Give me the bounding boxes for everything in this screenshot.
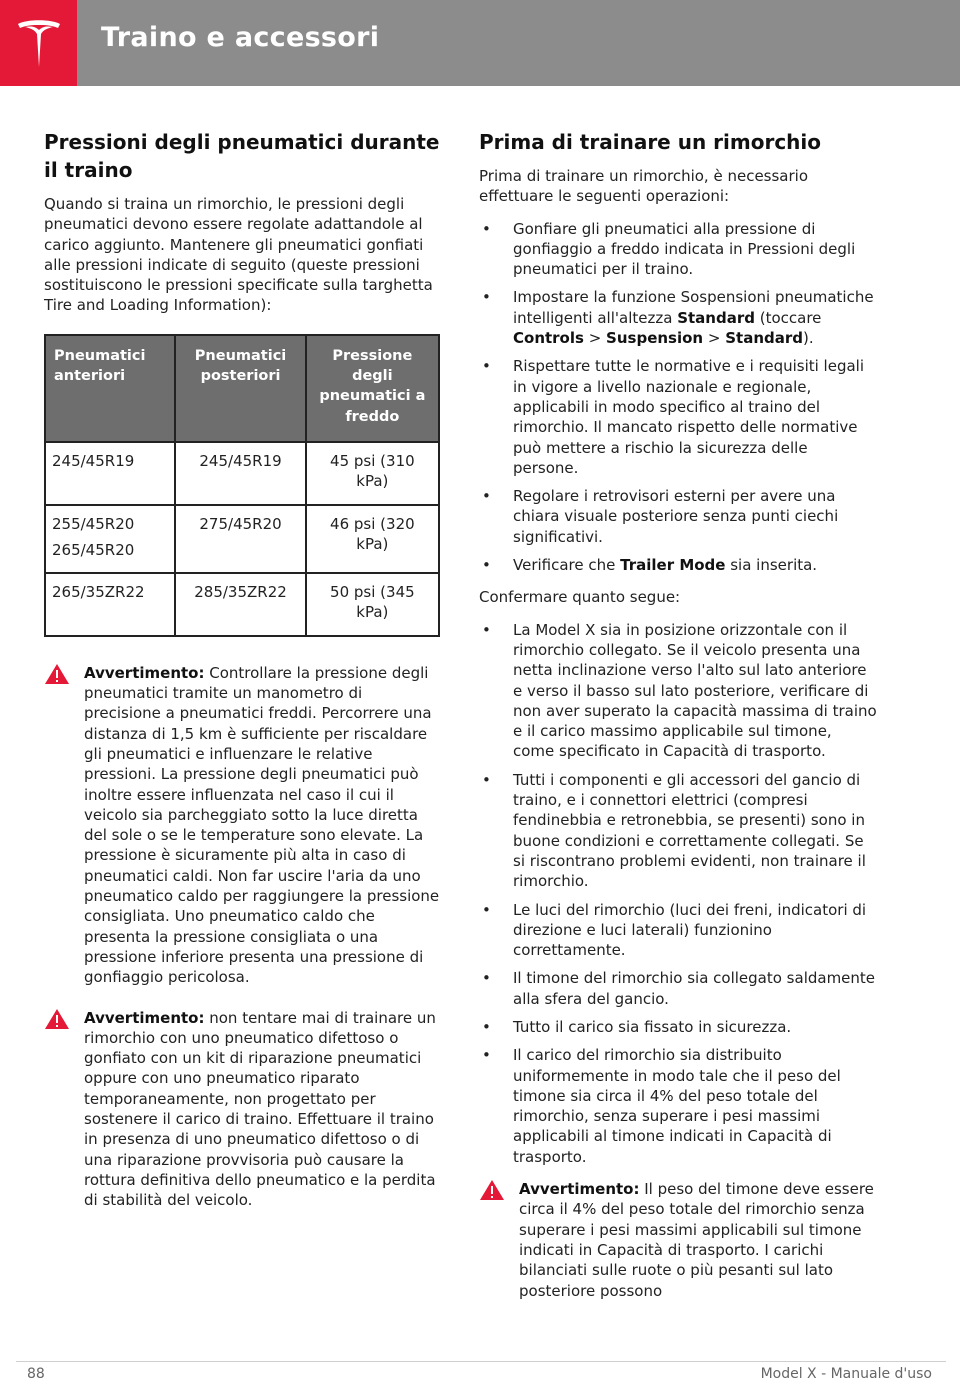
list-item: • La Model X sia in posizione orizzontale con il rimorchio collegato. Se il veicolo presenta una netta inclinazione verso l'alto sul lato anteriore e verso il basso sul lato posteriore, verificare di non aver superato la capacità massima di traino e il carico massimo applicabile sul timone, come specificato in Capacità di trasporto. [482,620,877,761]
tire-pressure-heading: Pressioni degli pneumatici durante il traino [44,130,440,182]
list-item: • Il carico del rimorchio sia distribuito uniformemente in modo tale che il peso del timone sia circa il 4% del peso totale del rimorchio, senza superare i pesi massimi applicabili al timone indicati in Capacità di trasporto. [482,1046,841,1166]
warning-block [479,1179,877,1301]
column-header-pressure: Pressione degli pneumatici a freddo [306,335,439,442]
tire-pressure-table [44,334,440,637]
warning-text: non tentare mai di trainare un rimorchio con uno pneumatico difettoso o gonfiato con un kit di riparazione pneumatici oppure con uno pneumatico riparato temporaneamente, non progettato per sostenere il carico di traino. Effettuare il traino in presenza di uno pneumatico difettoso o di una riparazione provvisoria può causare la rottura definitiva dello pneumatico e la perdita di stabilità del veicolo. [84,1008,436,1210]
warning-label: Avvertimento: [519,1180,640,1199]
table-row [45,505,439,574]
cell-cold-pressure: 45 psi (310 kPa) [306,442,439,505]
cell-front-tire-option: 255/45R20 [52,514,135,533]
cell-rear-tire: 285/35ZR22 [175,573,305,636]
warning-label: Avvertimento: [84,1008,205,1027]
list-item: • Le luci del rimorchio (luci dei freni, indicatori di direzione e luci laterali) funzionino correttamente. [482,900,867,960]
page-number: 88 [27,1366,45,1382]
cell-front-tire: 265/35ZR22 [45,573,175,636]
warning-text: Controllare la pressione degli pneumatici tramite un manometro di precisione a pneumatici freddi. Percorrere una distanza di 1,5 km è sufficiente per riscaldare gli pneumatici e influenzare le relative pressioni. La pressione degli pneumatici può inoltre essere influenzata nel caso il cui il veicolo sia parcheggiato sotto la luce diretta del sole o se le temperature sono elevate. La pressione è sicuramente più alta in caso di pneumatici caldi. Non far uscire l'aria da uno pneumatico caldo per raggiungere la pressione consigliata. Uno pneumatico caldo che presenta la pressione consigliata o una pressione inferiore presenta una pressione di gonfiaggio pericolosa. [84,663,440,987]
list-item: • Impostare la funzione Sospensioni pneumatiche intelligenti all'altezza Standard (toccare Controls > Suspension > Standard). [482,288,874,348]
section-title: Traino e accessori [101,22,380,53]
confirm-intro: Confermare quanto segue: [479,588,681,607]
before-towing-intro: Prima di trainare un rimorchio, è necessario effettuare le seguenti operazioni: [479,167,809,206]
preparation-list [479,219,877,576]
cell-front-tire [45,505,175,574]
column-header-rear: Pneumatici posteriori [175,335,305,442]
warning-label: Avvertimento: [84,663,205,682]
table-row [45,442,439,505]
table-header-row [45,335,439,442]
before-towing-heading: Prima di trainare un rimorchio [479,130,822,154]
list-item: • Rispettare tutte le normative e i requisiti legali in vigore a livello nazionale e regionale, applicabili in modo specifico al traino del rimorchio. Il mancato rispetto delle normative può mettere a rischio la sicurezza delle persone. [482,357,865,477]
warning-block [44,1008,440,1211]
list-item: • Regolare i retrovisori esterni per avere una chiara visuale posteriore senza punti ciechi significativi. [482,487,839,546]
warning-block [44,663,440,988]
footer-divider [16,1361,946,1362]
column-header-front: Pneumatici anteriori [45,335,175,442]
confirmation-list [479,620,877,1167]
warning-triangle-icon [44,663,70,685]
cell-front-tire: 245/45R19 [45,442,175,505]
list-item: • Verificare che Trailer Mode sia inserita. [482,556,818,575]
cell-front-tire-option: 265/45R20 [52,540,135,559]
tire-pressure-intro: Quando si traina un rimorchio, le pressioni degli pneumatici devono essere regolate adattandole al carico aggiunto. Mantenere gli pneumatici gonfiati alle pressioni indicate di seguito (queste pressioni sostituiscono le pressioni specificate sulla targhetta Tire and Loading Information): [44,195,433,315]
warning-text: Il peso del timone deve essere circa il 4% del peso totale del rimorchio senza superare i pesi massimi applicabili sul timone indicati in Capacità di trasporto. I carichi bilanciati sulle ruote o più pesanti sul lato posteriore possono [519,1180,874,1300]
tesla-logo-icon [16,17,62,69]
list-item: • Tutti i componenti e gli accessori del gancio di traino, e i connettori elettrici (compresi fendinebbia e retronebbia, se presenti) sono in buone condizioni e correttamente collegati. Se si riscontrano problemi evidenti, non trainare il rimorchio. [482,770,866,891]
cell-rear-tire: 245/45R19 [175,442,305,505]
list-item: • Tutto il carico sia fissato in sicurezza. [482,1017,792,1036]
cell-cold-pressure: 46 psi (320 kPa) [306,505,439,574]
table-row [45,573,439,636]
list-item: • Gonfiare gli pneumatici alla pressione di gonfiaggio a freddo indicata in Pressioni degli pneumatici per il traino. [482,219,856,279]
tesla-logo [0,0,77,86]
left-column [44,128,440,1210]
warning-triangle-icon [44,1008,70,1030]
cell-rear-tire: 275/45R20 [175,505,305,574]
cell-cold-pressure: 50 psi (345 kPa) [306,573,439,636]
page-header [0,0,960,86]
list-item: • Il timone del rimorchio sia collegato saldamente alla sfera del gancio. [482,969,876,1008]
right-column [479,128,877,1301]
manual-title: Model X - Manuale d'uso [760,1366,932,1382]
warning-triangle-icon [479,1179,505,1201]
